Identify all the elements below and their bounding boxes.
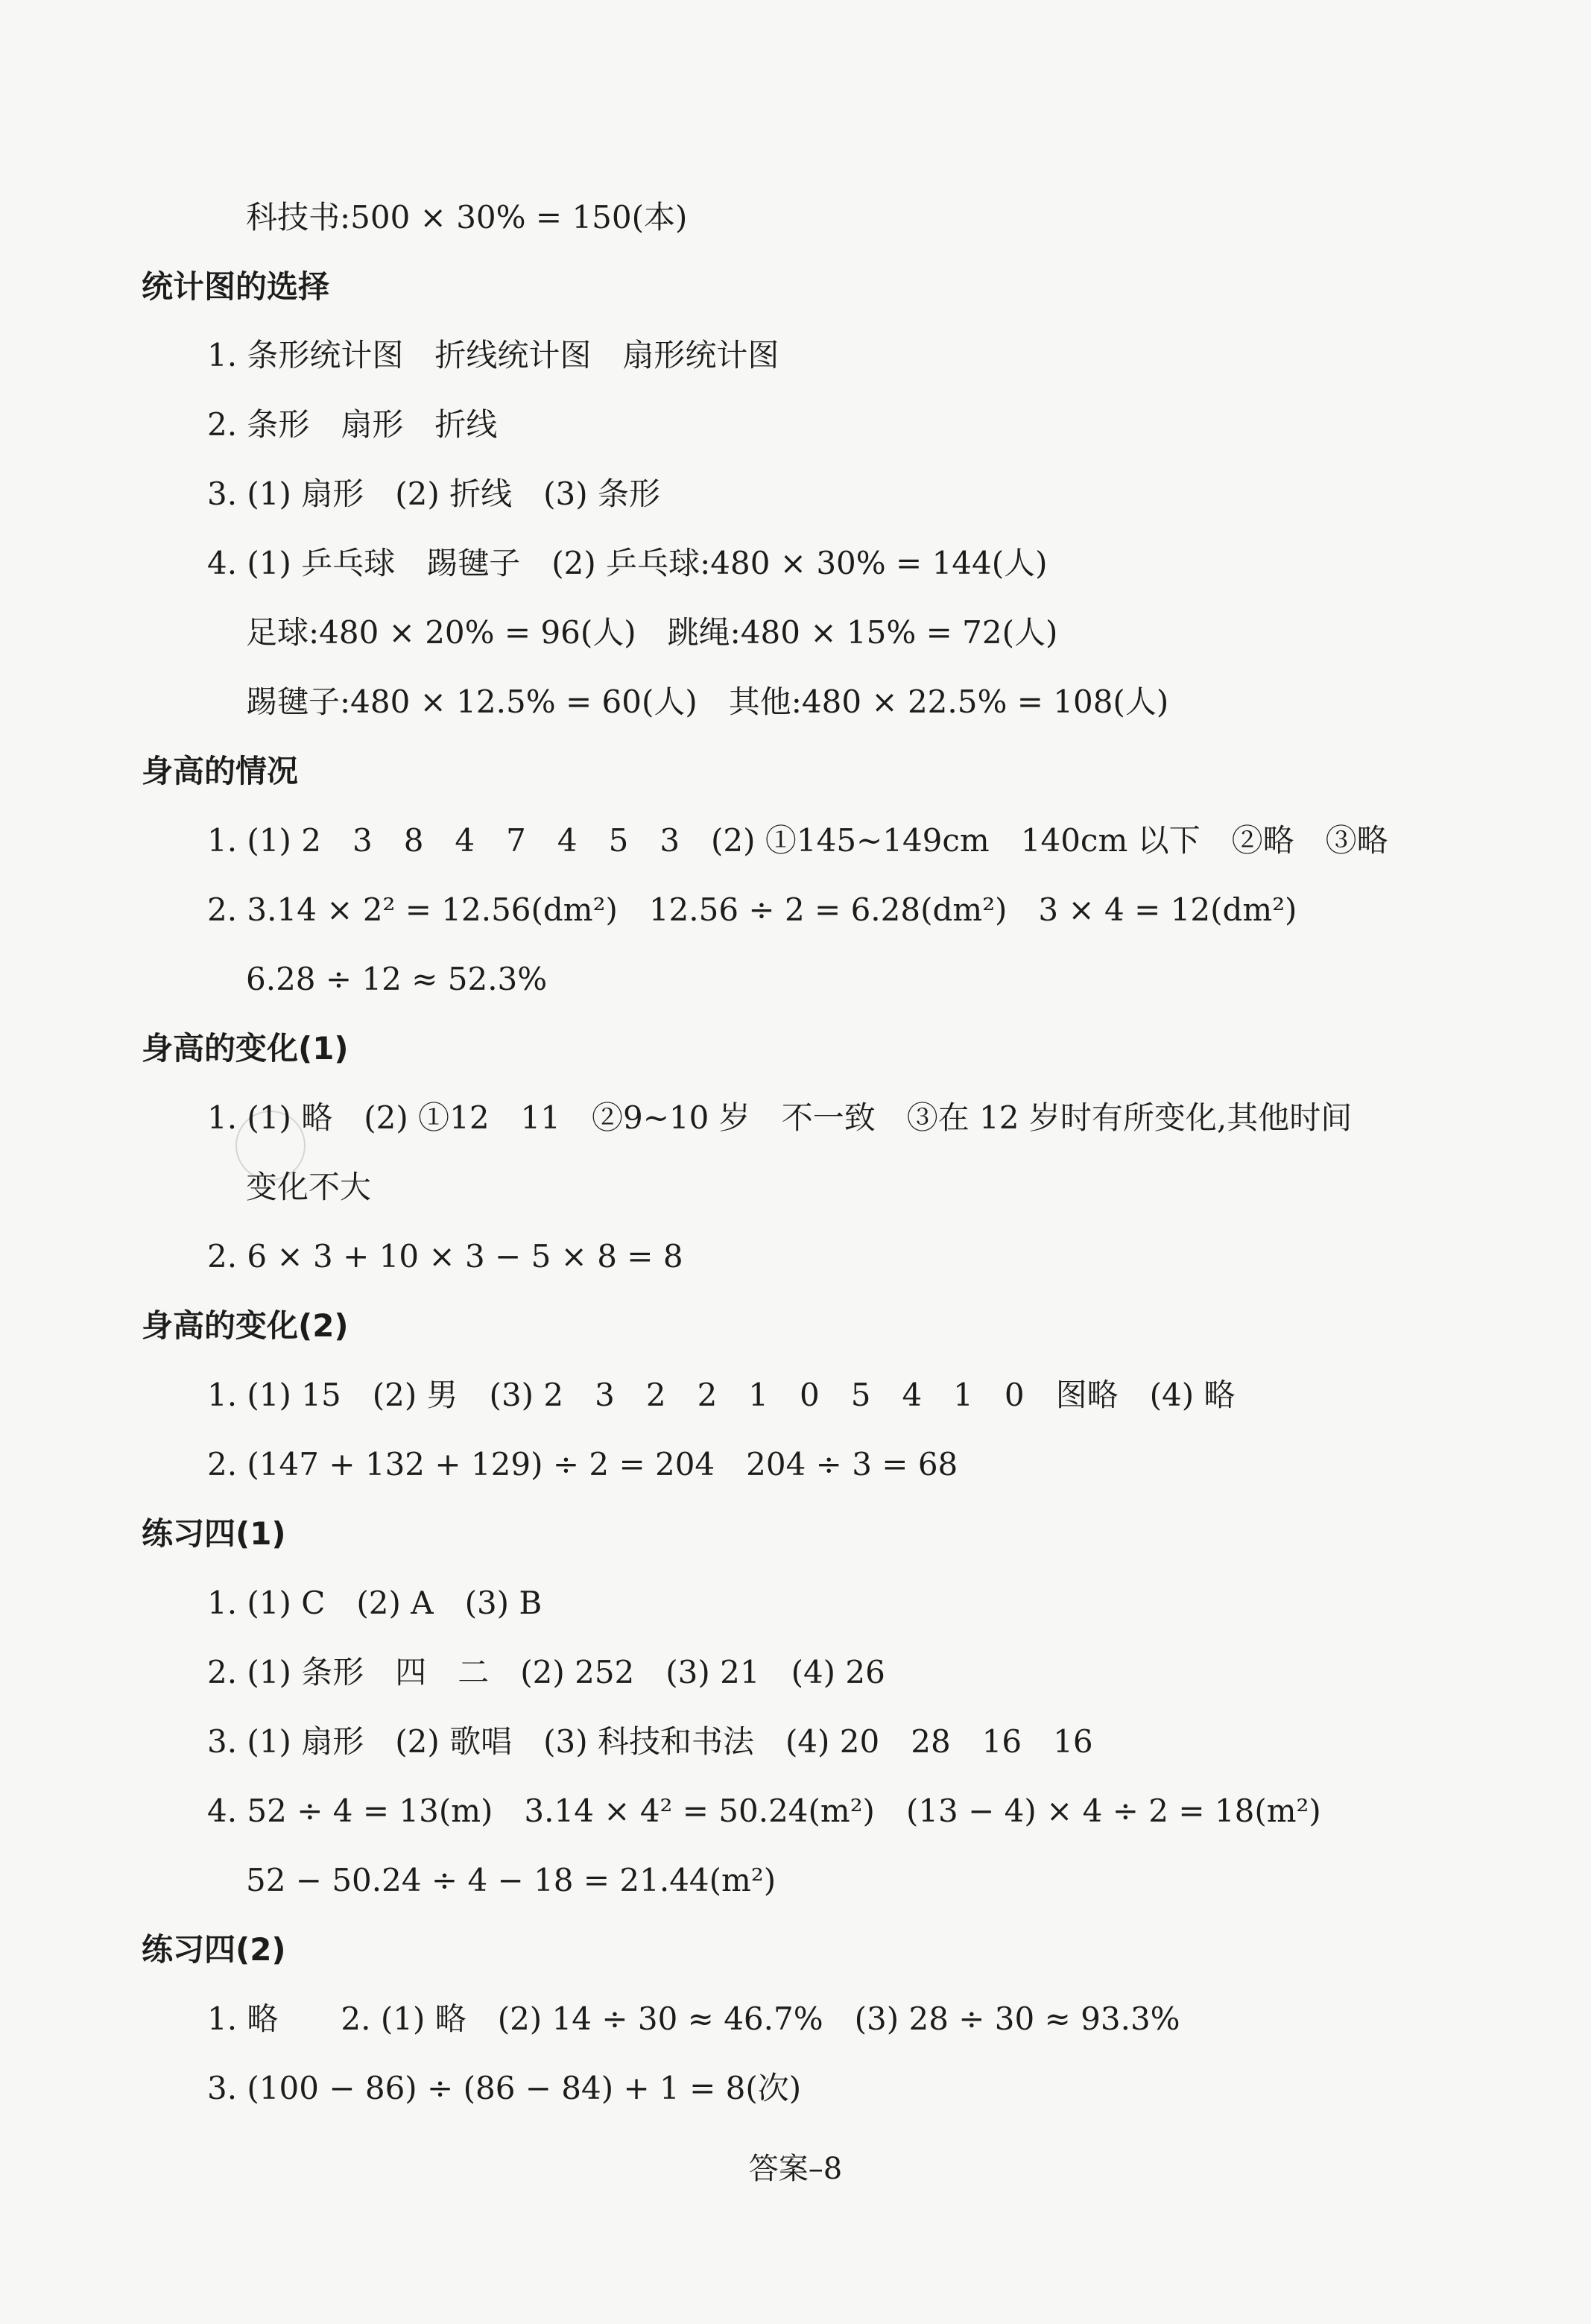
answer-line: 科技书:500 × 30% = 150(本) (246, 199, 688, 236)
answer-line: 3. (1) 扇形 (2) 歌唱 (3) 科技和书法 (4) 20 28 16 16 (207, 1723, 1093, 1760)
section-heading: 身高的变化(2) (142, 1307, 349, 1344)
section-heading: 统计图的选择 (142, 268, 330, 305)
answer-line: 52 − 50.24 ÷ 4 − 18 = 21.44(m²) (246, 1862, 776, 1898)
answer-line: 1. (1) 15 (2) 男 (3) 2 3 2 2 1 0 5 4 1 0 图略 (4) 略 (207, 1377, 1236, 1413)
answer-line: 3. (100 − 86) ÷ (86 − 84) + 1 = 8(次) (207, 2070, 802, 2106)
section-heading: 练习四(2) (142, 1931, 286, 1968)
answer-line: 1. (1) 2 3 8 4 7 4 5 3 (2) ①145~149cm 140cm 以下 ②略 ③略 (207, 822, 1388, 859)
answer-line: 踢毽子:480 × 12.5% = 60(人) 其他:480 × 22.5% = 108(人) (246, 683, 1169, 720)
answer-line: 3. (1) 扇形 (2) 折线 (3) 条形 (207, 476, 660, 512)
page-number: 答案–8 (748, 2152, 843, 2186)
answer-line: 足球:480 × 20% = 96(人) 跳绳:480 × 15% = 72(人) (246, 614, 1058, 651)
section-heading: 身高的变化(1) (142, 1030, 349, 1067)
answer-line: 1. 略 2. (1) 略 (2) 14 ÷ 30 ≈ 46.7% (3) 28 ÷ 30 ≈ 93.3% (207, 2001, 1180, 2037)
answer-line: 1. 条形统计图 折线统计图 扇形统计图 (207, 337, 779, 373)
answer-line: 1. (1) 略 (2) ①12 11 ②9~10 岁 不一致 ③在 12 岁时有所变化,其他时间 (207, 1099, 1353, 1136)
answer-line: 变化不大 (246, 1169, 372, 1205)
answer-line: 2. (147 + 132 + 129) ÷ 2 = 204 204 ÷ 3 = 68 (207, 1446, 958, 1483)
section-heading: 身高的情况 (142, 753, 299, 789)
answer-line: 2. 3.14 × 2² = 12.56(dm²) 12.56 ÷ 2 = 6.28(dm²) 3 × 4 = 12(dm²) (207, 891, 1297, 928)
answer-line: 2. (1) 条形 四 二 (2) 252 (3) 21 (4) 26 (207, 1654, 885, 1690)
answer-line: 4. (1) 乒乓球 踢毽子 (2) 乒乓球:480 × 30% = 144(人) (207, 545, 1048, 581)
answer-line: 4. 52 ÷ 4 = 13(m) 3.14 × 4² = 50.24(m²) (13 − 4) × 4 ÷ 2 = 18(m²) (207, 1793, 1321, 1829)
answer-line: 1. (1) C (2) A (3) B (207, 1585, 543, 1621)
section-heading: 练习四(1) (142, 1515, 286, 1552)
answer-line: 2. 6 × 3 + 10 × 3 − 5 × 8 = 8 (207, 1238, 683, 1275)
answer-line: 2. 条形 扇形 折线 (207, 406, 498, 443)
answer-line: 6.28 ÷ 12 ≈ 52.3% (246, 961, 548, 997)
